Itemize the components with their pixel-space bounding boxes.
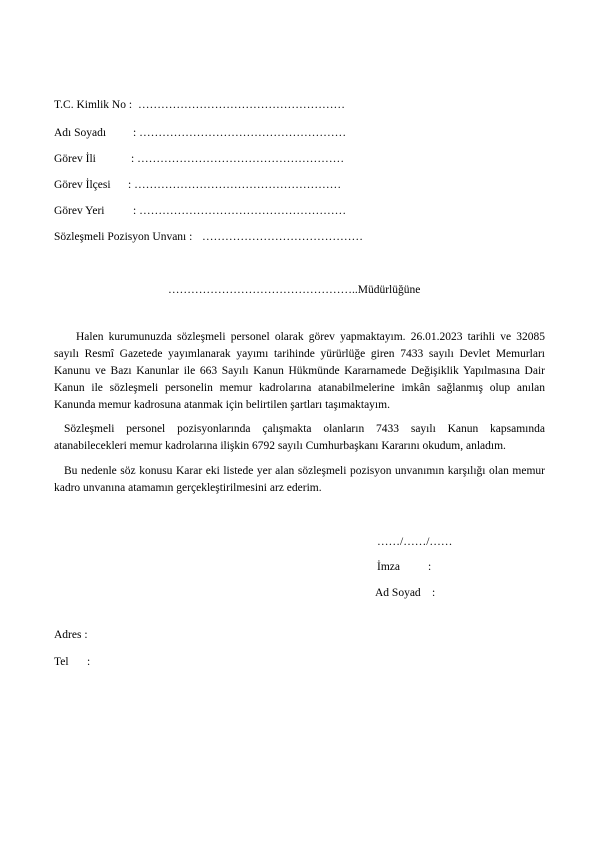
ad-soyad-label: Ad Soyad <box>375 587 421 599</box>
tel-label: Tel <box>54 656 69 668</box>
body-paragraph: Halen kurumunuzda sözleşmeli personel olarak görev yapmaktayım. 26.01.2023 tarihli ve 32085 sayılı Resmî Gazetede yayımlanarak yayımı tarihinde yürürlüğe giren 7433 sayılı Devlet Memurları Kanunu ve Bazı Kanunlar ile 663 Sayılı Kanun Hükmünde Kararnamede Değişiklik Yapılmasına Dair Kanun ile sözleşmeli personelin memur kadrolarına atanabilmelerine imkân sağlanmış olup anılan Kanunda memur kadrosuna atanmak için belirtilen şartları taşımaktayım. <box>54 331 545 411</box>
pozisyon-unvani-label: Sözleşmeli Pozisyon Unvanı : <box>54 231 193 243</box>
addressee: …………………………………………..Müdürlüğüne <box>168 284 421 296</box>
imza-separator: : <box>428 561 432 573</box>
body-paragraph: Sözleşmeli personel pozisyonlarında çalışmakta olanların 7433 sayılı Kanun kapsamında atanabilecekleri memur kadrolarına ilişkin 6792 sayılı Cumhurbaşkanı Kararını okudum, anladım. <box>54 423 545 452</box>
gorev-ilcesi-value: : ……………………………………………… <box>128 179 342 191</box>
tc-kimlik-label: T.C. Kimlik No : <box>54 99 133 111</box>
gorev-ili-value: : ……………………………………………… <box>131 153 345 165</box>
tc-kimlik-value: ……………………………………………… <box>138 99 345 111</box>
gorev-ilcesi-label: Görev İlçesi <box>54 179 111 191</box>
pozisyon-unvani-value: …………………………………… <box>202 231 363 243</box>
adi-soyadi-value: : ……………………………………………… <box>133 127 347 139</box>
gorev-yeri-label: Görev Yeri <box>54 205 105 217</box>
adi-soyadi-label: Adı Soyadı <box>54 127 107 139</box>
ad-soyad-separator: : <box>432 587 436 599</box>
adres-label: Adres : <box>54 629 88 641</box>
body-paragraph: Bu nedenle söz konusu Karar eki listede yer alan sözleşmeli pozisyon unvanımın karşılığı olan memur kadro unvanına atamamın gerçekleştirilmesini arz ederim. <box>54 465 545 494</box>
tel-separator: : <box>87 656 91 668</box>
gorev-yeri-value: : ……………………………………………… <box>133 205 347 217</box>
gorev-ili-label: Görev İli <box>54 153 96 165</box>
date-placeholder: ……/……/…… <box>377 536 453 548</box>
imza-label: İmza <box>377 561 400 573</box>
